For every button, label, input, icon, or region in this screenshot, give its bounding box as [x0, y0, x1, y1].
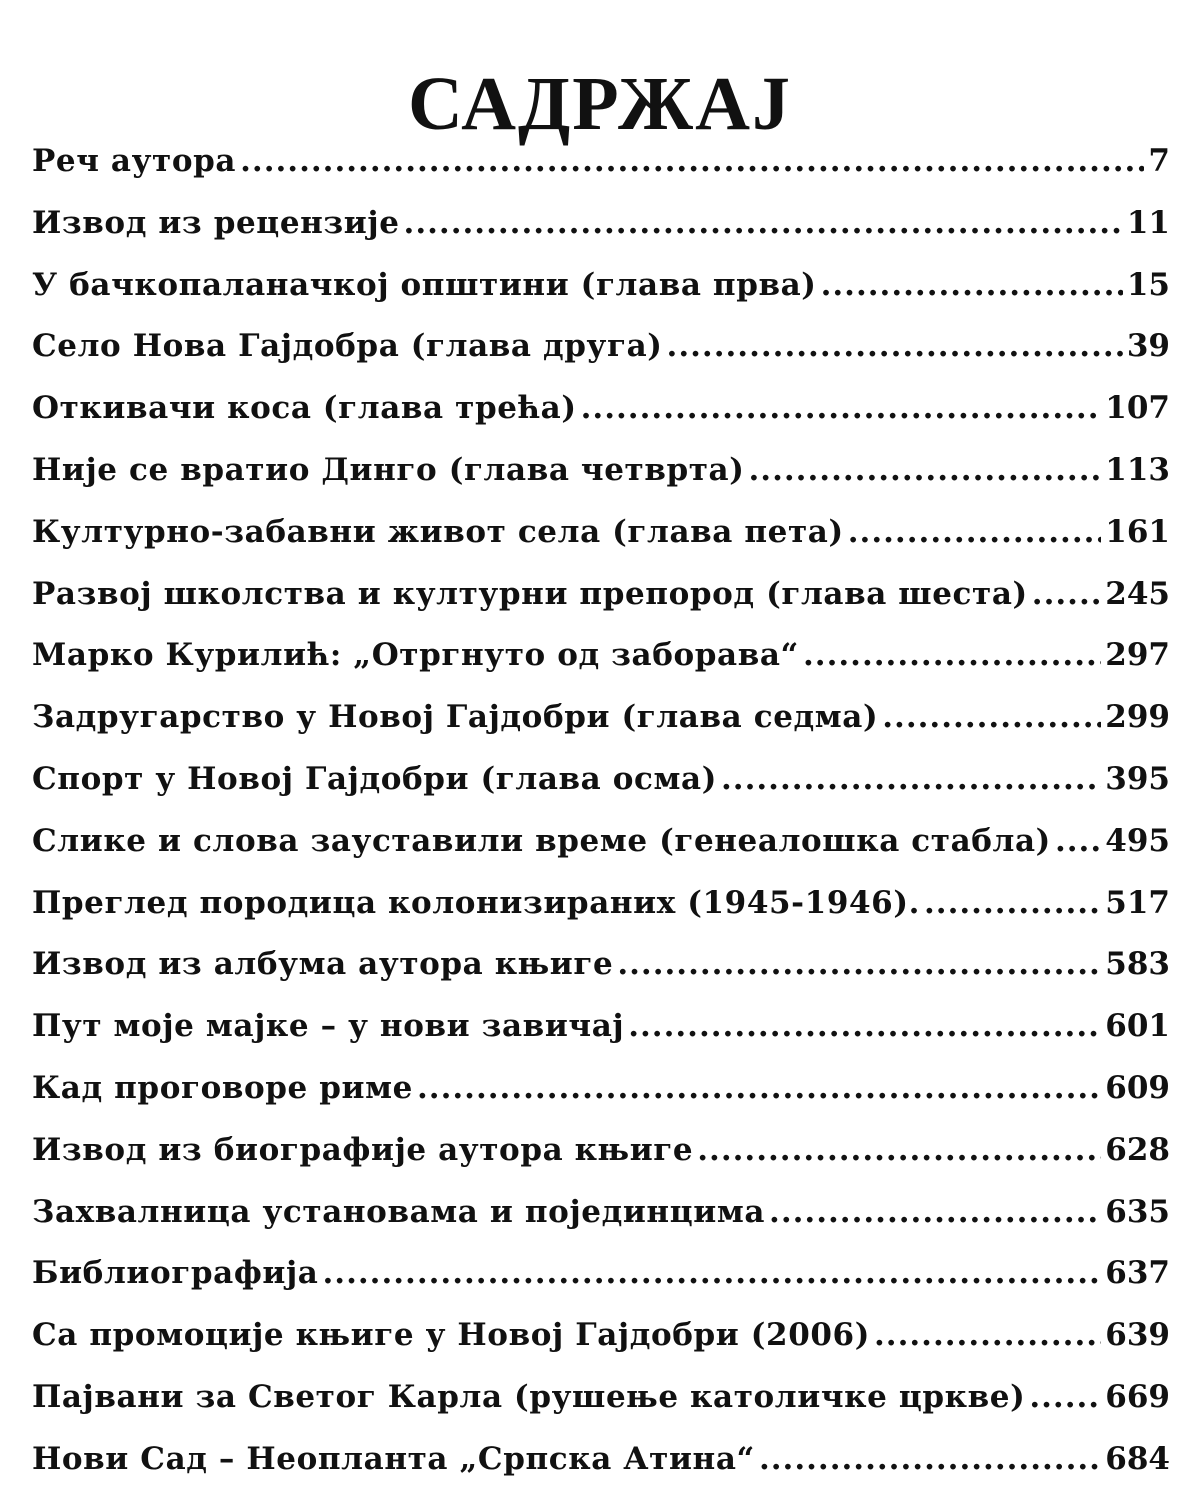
- toc-entry-title: Извод из албума аутора књиге: [32, 946, 614, 983]
- toc-entry: [32, 749, 1170, 811]
- toc-entry: [32, 996, 1170, 1058]
- dot-leader: [581, 378, 1102, 440]
- toc-entry: [32, 131, 1170, 193]
- toc-entry: [32, 1120, 1170, 1182]
- toc-entry-page: 669: [1105, 1378, 1170, 1415]
- toc-entry: [32, 502, 1170, 564]
- toc-entry: [32, 378, 1170, 440]
- toc-entry-title: Извод из рецензије: [32, 204, 400, 241]
- dot-leader: [617, 934, 1101, 996]
- toc-entry-title: Марко Курилић: „Отргнуто од заборава“: [32, 637, 799, 674]
- toc-entry-page: 161: [1105, 513, 1170, 550]
- toc-entry-page: 495: [1105, 822, 1170, 859]
- dot-leader: [821, 255, 1123, 317]
- toc-entry-page: 299: [1105, 699, 1170, 736]
- toc-entry-title: Преглед породица колонизираних (1945-1946).: [32, 884, 920, 921]
- toc-entry-title: Реч аутора: [32, 143, 237, 179]
- dot-leader: [404, 193, 1123, 255]
- toc-entry-title: Библиографија: [32, 1255, 319, 1292]
- toc-entry-title: Развој школства и културни препород (глава шеста): [32, 575, 1028, 612]
- toc-entry: [32, 1182, 1170, 1244]
- toc-entry-page: 637: [1105, 1255, 1170, 1292]
- toc-entry-page: 635: [1105, 1193, 1170, 1230]
- toc-entry: [32, 934, 1170, 996]
- toc-entry-page: 517: [1105, 884, 1170, 921]
- dot-leader: [1029, 1367, 1101, 1429]
- toc-entry-page: 7: [1148, 143, 1170, 179]
- dot-leader: [721, 749, 1101, 811]
- dot-leader: [667, 316, 1123, 378]
- toc-entry-title: Кад проговоре риме: [32, 1069, 413, 1106]
- toc-entry-page: 601: [1105, 1008, 1170, 1045]
- table-of-contents: [32, 131, 1170, 1491]
- toc-entry-page: 639: [1105, 1317, 1170, 1354]
- toc-entry-title: У бачкопаланачкој општини (глава прва): [32, 266, 817, 303]
- toc-entry-page: 11: [1126, 204, 1170, 241]
- toc-entry: [32, 873, 1170, 935]
- dot-leader: [240, 131, 1144, 193]
- dot-leader: [417, 1058, 1101, 1120]
- toc-entry-title: Задругарство у Новој Гајдобри (глава седма): [32, 699, 879, 736]
- dot-leader: [924, 873, 1101, 935]
- toc-entry-title: Пут моје мајке – у нови завичај: [32, 1008, 625, 1045]
- toc-entry-page: 15: [1126, 266, 1170, 303]
- toc-entry-page: 39: [1126, 328, 1170, 365]
- toc-entry: [32, 316, 1170, 378]
- toc-entry-title: Извод из биографије аутора књиге: [32, 1131, 694, 1168]
- dot-leader: [803, 625, 1101, 687]
- toc-entry-title: Село Нова Гајдобра (глава друга): [32, 328, 663, 365]
- toc-entry-page: 297: [1105, 637, 1170, 674]
- toc-entry: [32, 1305, 1170, 1367]
- dot-leader: [848, 502, 1102, 564]
- dot-leader: [1055, 811, 1101, 873]
- toc-entry-title: Није се вратио Динго (глава четврта): [32, 451, 745, 488]
- toc-entry-title: Културно-забавни живот села (глава пета): [32, 513, 844, 550]
- toc-entry: [32, 255, 1170, 317]
- toc-entry-page: 684: [1105, 1440, 1170, 1477]
- dot-leader: [628, 996, 1101, 1058]
- dot-leader: [882, 687, 1101, 749]
- toc-entry-title: Захвалница установама и појединцима: [32, 1193, 766, 1230]
- dot-leader: [769, 1182, 1101, 1244]
- toc-entry-title: Спорт у Новој Гајдобри (глава осма): [32, 760, 717, 797]
- toc-entry: [32, 1429, 1170, 1491]
- dot-leader: [759, 1429, 1101, 1491]
- toc-entry-page: 395: [1105, 760, 1170, 797]
- toc-entry: [32, 564, 1170, 626]
- dot-leader: [323, 1243, 1102, 1305]
- toc-entry-title: Пајвани за Светог Карла (рушење католичке цркве): [32, 1378, 1026, 1415]
- toc-entry-page: 245: [1105, 575, 1170, 612]
- toc-entry: [32, 193, 1170, 255]
- toc-entry: [32, 625, 1170, 687]
- toc-entry-title: Са промоције књиге у Новој Гајдобри (2006): [32, 1317, 870, 1354]
- dot-leader: [697, 1120, 1101, 1182]
- page-title: САДРЖАЈ: [407, 61, 793, 146]
- dot-leader: [749, 440, 1102, 502]
- dot-leader: [1032, 564, 1101, 626]
- toc-entry: [32, 1243, 1170, 1305]
- toc-entry-title: Откивачи коса (глава трећа): [32, 390, 577, 427]
- toc-entry: [32, 687, 1170, 749]
- toc-entry-title: Слике и слова зауставили време (генеалошка стабла): [32, 822, 1051, 859]
- toc-entry: [32, 1367, 1170, 1429]
- toc-entry-page: 583: [1105, 946, 1170, 983]
- toc-entry-page: 113: [1105, 451, 1170, 488]
- toc-entry-title: Нови Сад – Неопланта „Српска Атина“: [32, 1440, 755, 1477]
- toc-entry-page: 628: [1105, 1131, 1170, 1168]
- toc-entry-page: 609: [1105, 1069, 1170, 1106]
- toc-entry: [32, 811, 1170, 873]
- toc-entry: [32, 1058, 1170, 1120]
- toc-entry: [32, 440, 1170, 502]
- dot-leader: [874, 1305, 1101, 1367]
- toc-entry-page: 107: [1105, 390, 1170, 427]
